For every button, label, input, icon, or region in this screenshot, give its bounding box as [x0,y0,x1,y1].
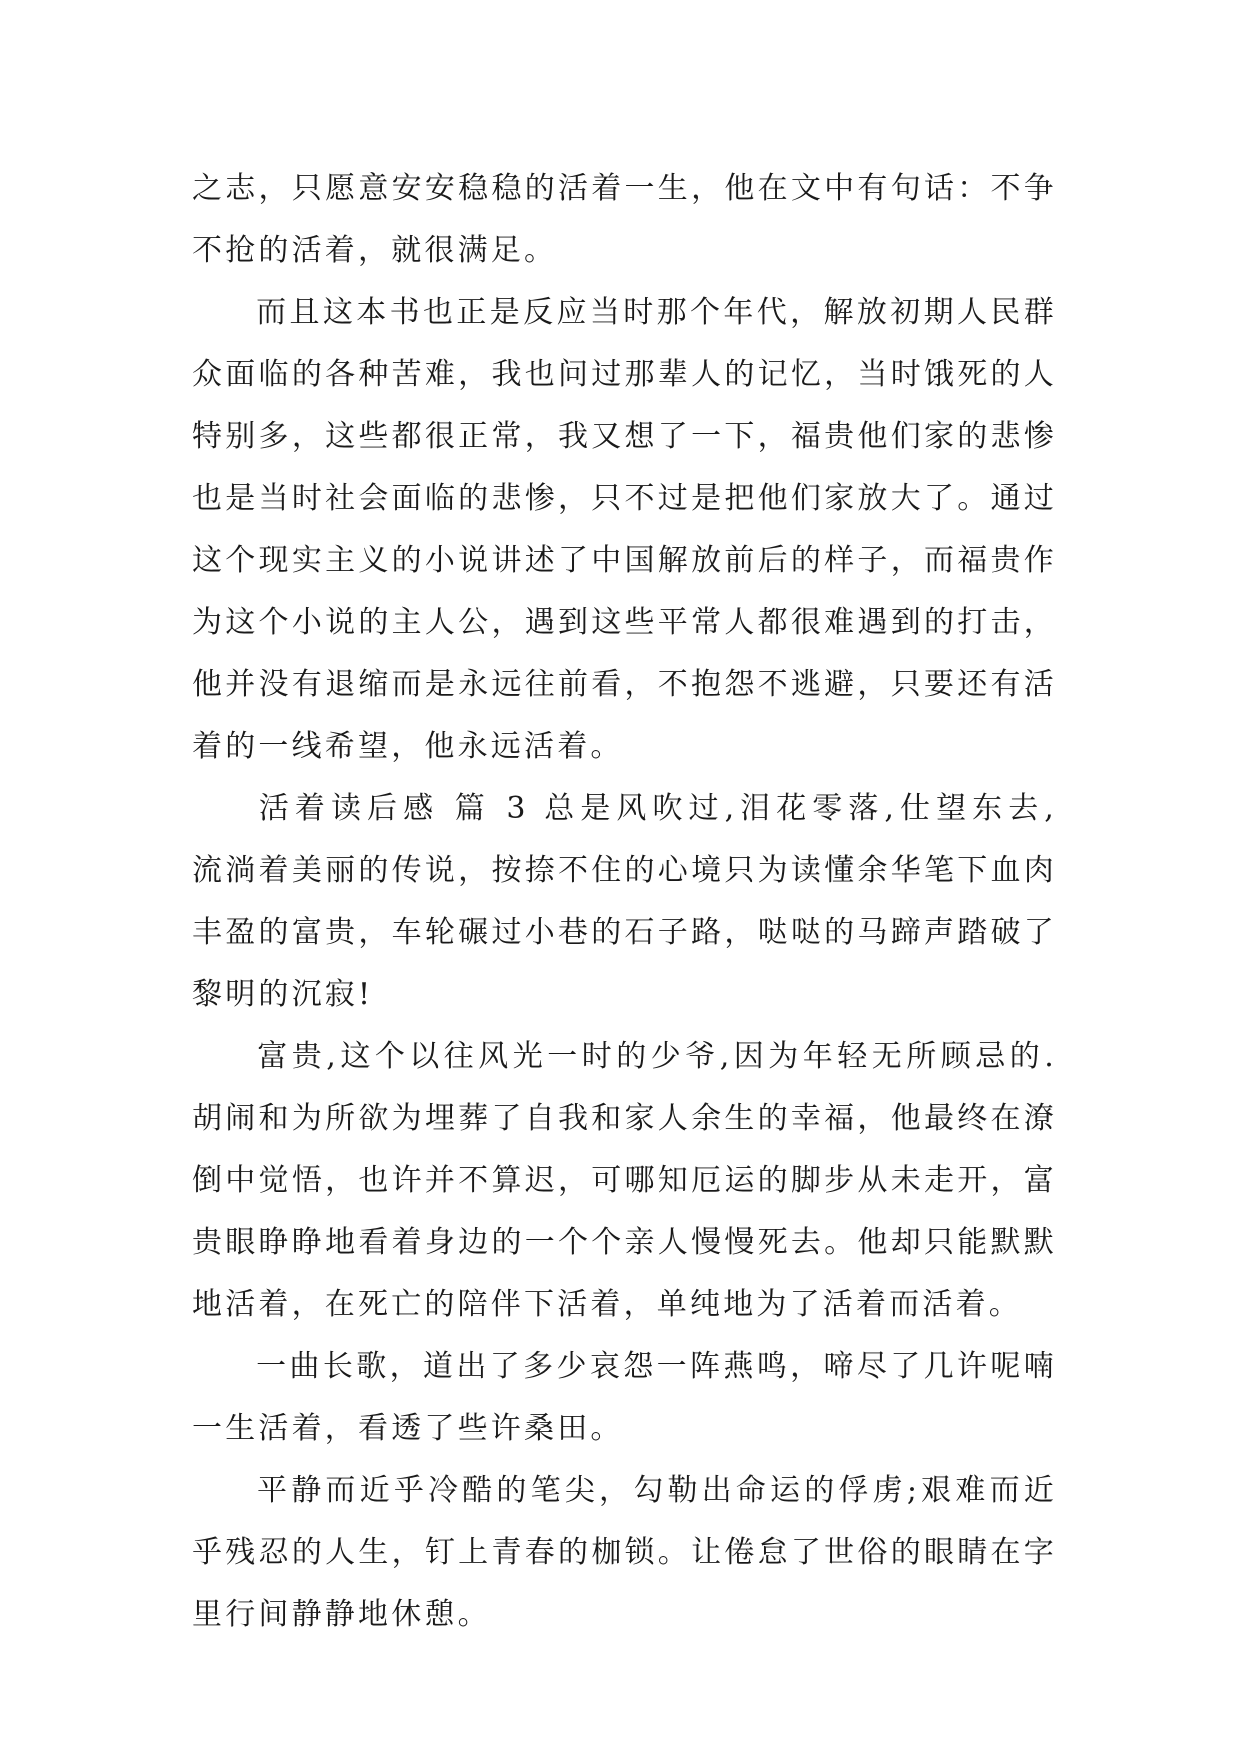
text-line [192,902,1057,964]
text-line [192,282,1057,344]
text-line [192,344,1057,406]
line-text: 贵眼睁睁地看着身边的一个个亲人慢慢死去。他却只能默默 [192,1225,1057,1260]
text-line [192,964,1057,1026]
text-line [192,530,1057,592]
line-text: 乎残忍的人生，钉上青春的枷锁。让倦怠了世俗的眼睛在字 [192,1535,1057,1570]
paragraph [192,1336,1057,1460]
text-line [192,840,1057,902]
line-text: 众面临的各种苦难，我也问过那辈人的记忆，当时饿死的人 [192,357,1057,392]
text-line [192,716,1057,778]
line-text: 胡闹和为所欲为埋葬了自我和家人余生的幸福，他最终在潦 [192,1101,1057,1136]
text-line [192,592,1057,654]
line-text: 一生活着，看透了些许桑田。 [192,1411,624,1446]
text-line [192,158,1057,220]
paragraph [192,1460,1057,1646]
line-text: 富贵,这个以往风光一时的少爷,因为年轻无所顾忌的. [256,1039,1057,1074]
text-line [192,468,1057,530]
text-line [192,654,1057,716]
line-text: 黎明的沉寂! [192,977,374,1012]
paragraph [192,158,1057,282]
text-line [192,1088,1057,1150]
text-line [192,1274,1057,1336]
line-text: 而且这本书也正是反应当时那个年代，解放初期人民群 [256,295,1057,330]
text-line [192,1026,1057,1088]
text-line [192,1460,1057,1522]
line-text: 不抢的活着，就很满足。 [192,233,558,268]
line-text: 倒中觉悟，也许并不算迟，可哪知厄运的脚步从未走开，富 [192,1163,1057,1198]
document-body [192,158,1057,1646]
text-line [192,406,1057,468]
line-text: 一曲长歌，道出了多少哀怨一阵燕鸣，啼尽了几许呢喃 [256,1349,1057,1384]
line-text: 地活着，在死亡的陪伴下活着，单纯地为了活着而活着。 [192,1287,1022,1322]
line-text: 特别多，这些都很正常，我又想了一下，福贵他们家的悲惨 [192,419,1057,454]
line-text: 流淌着美丽的传说，按捺不住的心境只为读懂余华笔下血肉 [192,853,1057,888]
text-line [192,1398,1057,1460]
text-line [192,1212,1057,1274]
line-text: 丰盈的富贵，车轮碾过小巷的石子路，哒哒的马蹄声踏破了 [192,915,1057,950]
line-text: 之志，只愿意安安稳稳的活着一生，他在文中有句话：不争 [192,171,1057,206]
text-line [192,1150,1057,1212]
paragraph [192,282,1057,778]
text-line [192,1336,1057,1398]
line-text: 着的一线希望，他永远活着。 [192,729,624,764]
line-text: 活着读后感 篇 3 总是风吹过,泪花零落,仕望东去, [256,791,1057,826]
text-line [192,1522,1057,1584]
line-text: 为这个小说的主人公，遇到这些平常人都很难遇到的打击， [192,605,1057,640]
text-line [192,1584,1057,1646]
line-text: 平静而近乎冷酷的笔尖，勾勒出命运的俘虏;艰难而近 [256,1473,1057,1508]
text-line [192,778,1057,840]
paragraph [192,778,1057,1026]
text-line [192,220,1057,282]
paragraph [192,1026,1057,1336]
line-text: 这个现实主义的小说讲述了中国解放前后的样子，而福贵作 [192,543,1057,578]
line-text: 他并没有退缩而是永远往前看，不抱怨不逃避，只要还有活 [192,667,1057,702]
line-text: 也是当时社会面临的悲惨，只不过是把他们家放大了。通过 [192,481,1057,516]
line-text: 里行间静静地休憩。 [192,1597,491,1632]
